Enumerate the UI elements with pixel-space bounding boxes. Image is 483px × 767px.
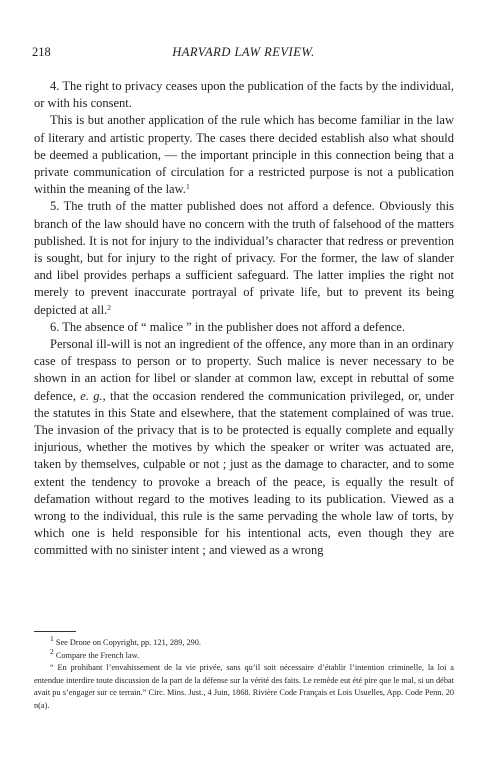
running-header: [32, 45, 455, 61]
paragraph-rule-4: 4. The right to privacy ceases upon the publication of the facts by the individual, or with his consent.: [34, 79, 454, 111]
paragraph-rule-6: 6. The absence of “ malice ” in the publisher does not afford a defence.: [50, 319, 405, 334]
italic-eg: e. g.: [80, 388, 103, 403]
footnotes: [34, 634, 454, 712]
footnote-2-quote: “ En prohibant l’envahissement de la vie privée, sans qu’il soit nécessaire d’établir l’intention criminelle, la loi a entendue interdire toute discussion de la part de la défense sur la vérité des faits. Le remède eut été pire que le mal, si un débat avait pu s’engager sur ce terrain.” Circ. Mins. Just., 4 Juin, 1868. Rivière Code Français et Lois Usuelles, App. Code Penn. 20 n(a).: [34, 663, 454, 710]
body-text: [34, 78, 454, 560]
paragraph-rule-5: 5. The truth of the matter published does not afford a defence. Obviously this branch of the law should have no concern with the truth of falsehood of the matters published. It is not for injury to the individual’s character that redress or prevention is sought, but for injury to the right of privacy. For the former, the law of slander and libel provides perhaps a sufficient safeguard. The latter implies the right not merely to prevent inaccurate portrayal of private life, but to prevent its being depicted at all.$^2$: [34, 199, 454, 317]
footnote-2: $^2$ Compare the French law.: [50, 646, 140, 660]
footnote-ref-1: 1: [185, 182, 190, 192]
paragraph-publication: This is but another application of the rule which has become familiar in the law of literary and artistic property. The cases there decided establish also what should be deemed a publication, — the important principle in this connection being that a private communication of circulation for a restricted purpose is not a publication within the meaning of the law.$^1$: [34, 113, 454, 197]
footnote-ref-2: 2: [107, 302, 111, 312]
running-title: HARVARD LAW REVIEW.: [172, 45, 315, 59]
paragraph-malice: Personal ill-will is not an ingredient of the offence, any more than in an ordinary case of trespass to person or to property. Such malice is never necessary to be shown in an action for libel or slander at common law, except in rebuttal of some defence, e. g., that the occasion rendered the communication privileged, or, under the statutes in this State and elsewhere, that the statement complained of was true. The invasion of the privacy that is to be protected is equally complete and equally injurious, whether the motives by which the speaker or writer was actuated are, taken by themselves, culpable or not ; just as the damage to character, and to some extent the tendency to provoke a breach of the peace, is equally the result of defamation without regard to the motives leading to its publication. Viewed as a wrong to the individual, this rule is the same pervading the whole law of torts, by which one is held responsible for his intentional acts, even though they are committed with no sinister intent ; and viewed as a wrong: [34, 337, 454, 558]
page-number: 218: [32, 45, 51, 59]
footnote-divider: [34, 631, 76, 632]
footnote-1: $^1$ See Drone on Copyright, pp. 121, 289, 290.: [50, 634, 202, 647]
